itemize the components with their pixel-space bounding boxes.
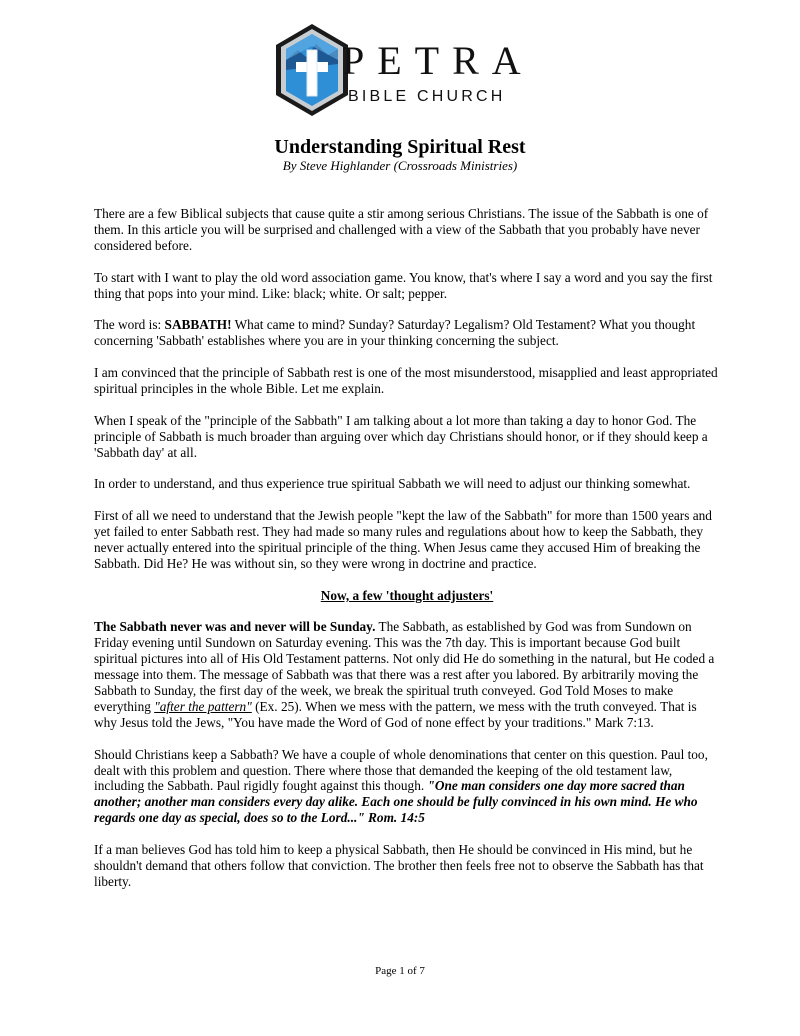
document-title: Understanding Spiritual Rest (274, 136, 526, 158)
emphasis-sabbath: SABBATH! (164, 317, 232, 333)
text-span: What came to mind? Sunday? Saturday? Legalism? Old Testament? What you thought concerning 'Sabbath' establishes where you are in your thinking concerning the subject. (94, 317, 696, 349)
paragraph-adjust-thinking: In order to understand, and thus experience true spiritual Sabbath we will need to adjust our thinking somewhat. (94, 476, 691, 492)
page-number: Page 1 of 7 (375, 965, 425, 977)
document-byline: By Steve Highlander (Crossroads Ministries) (282, 158, 518, 173)
text-span: The Sabbath, as established by God was from Sundown on Friday evening until Sundown on Saturday evening. This was the 7th day. This is important because God built spiritual pictures into all of His Old Testament patterns. Not only did He do something in the natural, but He coded a message into them. The message of Sabbath was that there was a rest after you labored. By arbitrarily moving the Sabbath to Sunday, the first day of the week, we break the spiritual truth conveyed. God Told Moses to make everything (94, 619, 715, 714)
article-body (94, 206, 720, 906)
quote-romans-14-5: "One man considers one day more sacred than another; another man considers every day alike. Each one should be fully convinced in his own mind. He who regards one day as special, does so to the Lord..." Rom. 14:5 (94, 778, 698, 826)
paragraph-principle: When I speak of the "principle of the Sabbath" I am talking about a lot more than taking a day to honor God. The principle of Sabbath is much broader than arguing over which day Christians should honor, or if they should keep a 'Sabbath day' at all. (94, 412, 708, 460)
paragraph-jewish-people: First of all we need to understand that the Jewish people "kept the law of the Sabbath" for more than 1500 years and yet failed to enter Sabbath rest. They had made so many rules and regulations about how to keep the Sabbath, they never actually entered into the spiritual principle of the thing. When Jesus came they accused Him of breaking the Sabbath. Did He? He was without sin, so they were wrong in doctrine and practice. (94, 508, 712, 571)
logo-wordmark: PETRA (342, 38, 534, 83)
church-logo (272, 20, 532, 120)
paragraph-sabbath-word (94, 317, 720, 349)
section-heading-text: Now, a few 'thought adjusters' (320, 587, 494, 603)
paragraph-conviction: I am convinced that the principle of Sabbath rest is one of the most misunderstood, misapplied and least appropriated spiritual principles in the whole Bible. Let me explain. (94, 365, 718, 396)
paragraph-never-sunday (94, 619, 720, 730)
petra-cross-badge-icon (272, 20, 352, 120)
paragraph-keep-sabbath (94, 747, 720, 827)
paragraph-word-game: To start with I want to play the old word association game. You know, that's where I say a word and you say the first thing that pops into your mind. Like: black; white. Or salt; pepper. (94, 269, 713, 301)
text-span: Should Christians keep a Sabbath? We have a couple of whole denominations that center on this question. Paul too, dealt with this problem and question. There where those that demanded the keeping of the old testament law, including the Sabbath. Paul rigidly fought against this though. (94, 746, 708, 794)
text-span: (Ex. 25). When we mess with the pattern, we mess with the truth conveyed. That is why Jesus told the Jews, "You have made the Word of God of none effect by your traditions." Mark 7:13. (94, 698, 697, 730)
section-heading (94, 588, 720, 604)
quote-after-the-pattern: "after the pattern" (154, 698, 252, 714)
text-span: The word is: (94, 317, 165, 333)
logo-subtitle: BIBLE CHURCH (348, 88, 506, 105)
paragraph-conviction-liberty: If a man believes God has told him to keep a physical Sabbath, then He should be convinced in His mind, but he shouldn't demand that others follow that conviction. The brother then feels free not to observe the Sabbath has that liberty. (94, 842, 704, 889)
emphasis-never-sunday: The Sabbath never was and never will be Sunday. (94, 619, 376, 635)
paragraph-intro: There are a few Biblical subjects that cause quite a stir among serious Christians. The issue of the Sabbath is one of them. In this article you will be surprised and challenged with a view of the Sabbath that you probably have never considered before. (94, 206, 709, 253)
